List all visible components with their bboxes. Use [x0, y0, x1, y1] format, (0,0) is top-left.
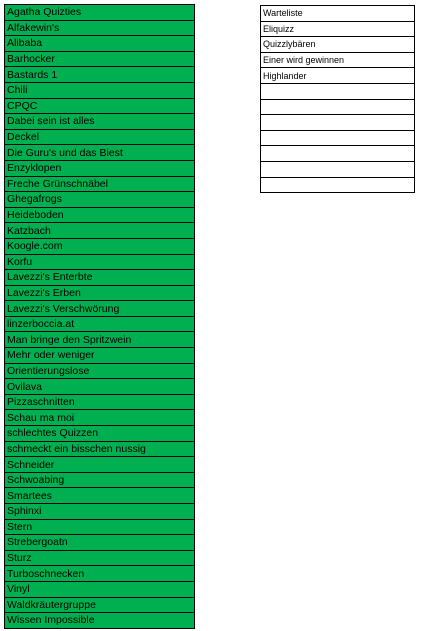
team-row [5, 410, 195, 426]
team-row [5, 519, 195, 535]
team-cell[interactable]: Turboschnecken [5, 566, 195, 582]
team-cell[interactable]: Deckel [5, 129, 195, 145]
waitlist-header-cell[interactable]: Warteliste [261, 6, 415, 22]
team-row [5, 394, 195, 410]
team-cell[interactable]: Ovilava [5, 379, 195, 395]
team-row [5, 348, 195, 364]
team-cell[interactable]: schmeckt ein bisschen nussig [5, 441, 195, 457]
team-row [5, 363, 195, 379]
team-row [5, 488, 195, 504]
team-row [5, 254, 195, 270]
waitlist-cell[interactable] [261, 177, 415, 193]
team-row [5, 82, 195, 98]
team-row [5, 114, 195, 130]
team-cell[interactable]: Schwoabing [5, 472, 195, 488]
team-row [5, 550, 195, 566]
waitlist-body [261, 6, 415, 193]
waitlist-table [260, 5, 415, 193]
team-row [5, 223, 195, 239]
team-cell[interactable]: Strebergoatn [5, 535, 195, 551]
waitlist-row [261, 21, 415, 37]
team-cell[interactable]: Wissen Impossible [5, 613, 195, 629]
team-row [5, 457, 195, 473]
team-cell[interactable]: Waldkräutergruppe [5, 597, 195, 613]
waitlist-cell[interactable] [261, 99, 415, 115]
waitlist-cell[interactable] [261, 83, 415, 99]
team-cell[interactable]: Lavezzi's Verschwörung [5, 301, 195, 317]
team-row [5, 36, 195, 52]
team-row [5, 207, 195, 223]
team-list-table [4, 4, 195, 629]
team-cell[interactable]: Lavezzi's Enterbte [5, 270, 195, 286]
team-cell[interactable]: linzerboccia.at [5, 316, 195, 332]
team-row [5, 504, 195, 520]
team-row [5, 51, 195, 67]
team-cell[interactable]: Katzbach [5, 223, 195, 239]
team-row [5, 5, 195, 21]
team-row [5, 67, 195, 83]
team-row [5, 472, 195, 488]
team-row [5, 332, 195, 348]
waitlist-row [261, 130, 415, 146]
team-row [5, 581, 195, 597]
team-row [5, 535, 195, 551]
team-cell[interactable]: Enzyklopen [5, 160, 195, 176]
team-cell[interactable]: Korfu [5, 254, 195, 270]
waitlist-row [261, 177, 415, 193]
waitlist-row [261, 83, 415, 99]
team-cell[interactable]: Mehr oder weniger [5, 348, 195, 364]
team-row [5, 192, 195, 208]
team-cell[interactable]: Dabei sein ist alles [5, 114, 195, 130]
waitlist-row [261, 52, 415, 68]
waitlist-cell[interactable] [261, 130, 415, 146]
team-row [5, 316, 195, 332]
team-row [5, 285, 195, 301]
waitlist-row [261, 146, 415, 162]
team-row [5, 145, 195, 161]
team-cell[interactable]: Chili [5, 82, 195, 98]
team-cell[interactable]: Koogle.com [5, 238, 195, 254]
team-row [5, 270, 195, 286]
team-cell[interactable]: Man bringe den Spritzwein [5, 332, 195, 348]
waitlist-cell[interactable]: Highlander [261, 68, 415, 84]
team-row [5, 301, 195, 317]
team-cell[interactable]: Schneider [5, 457, 195, 473]
team-row [5, 426, 195, 442]
team-cell[interactable]: Lavezzi's Erben [5, 285, 195, 301]
team-cell[interactable]: Vinyl [5, 581, 195, 597]
team-row [5, 98, 195, 114]
team-cell[interactable]: Orientierungslose [5, 363, 195, 379]
waitlist-cell[interactable]: Eliquizz [261, 21, 415, 37]
waitlist-row [261, 115, 415, 131]
team-cell[interactable]: Pizzaschnitten [5, 394, 195, 410]
team-cell[interactable]: Ghegafrogs [5, 192, 195, 208]
team-cell[interactable]: Agatha Quizties [5, 5, 195, 21]
team-cell[interactable]: Heideboden [5, 207, 195, 223]
team-cell[interactable]: Alfakewin's [5, 20, 195, 36]
team-cell[interactable]: Schau ma moi [5, 410, 195, 426]
team-row [5, 20, 195, 36]
waitlist-cell[interactable]: Einer wird gewinnen [261, 52, 415, 68]
waitlist-row [261, 99, 415, 115]
waitlist-cell[interactable] [261, 115, 415, 131]
team-cell[interactable]: schlechtes Quizzen [5, 426, 195, 442]
team-row [5, 597, 195, 613]
waitlist-cell[interactable] [261, 146, 415, 162]
team-row [5, 160, 195, 176]
team-cell[interactable]: Sphinxi [5, 504, 195, 520]
waitlist-row [261, 161, 415, 177]
team-list-body [5, 5, 195, 629]
waitlist-header-row [261, 6, 415, 22]
waitlist-cell[interactable]: Quizzlybären [261, 37, 415, 53]
team-cell[interactable]: Barhocker [5, 51, 195, 67]
team-row [5, 441, 195, 457]
waitlist-cell[interactable] [261, 161, 415, 177]
team-row [5, 613, 195, 629]
team-cell[interactable]: Die Guru's und das Biest [5, 145, 195, 161]
team-cell[interactable]: Bastards 1 [5, 67, 195, 83]
team-cell[interactable]: Freche Grünschnäbel [5, 176, 195, 192]
team-row [5, 566, 195, 582]
waitlist-row [261, 68, 415, 84]
team-row [5, 129, 195, 145]
team-cell[interactable]: Stern [5, 519, 195, 535]
team-cell[interactable]: Smartees [5, 488, 195, 504]
team-cell[interactable]: Alibaba [5, 36, 195, 52]
team-row [5, 379, 195, 395]
waitlist-row [261, 37, 415, 53]
team-row [5, 238, 195, 254]
team-cell[interactable]: Sturz [5, 550, 195, 566]
team-row [5, 176, 195, 192]
team-cell[interactable]: CPQC [5, 98, 195, 114]
